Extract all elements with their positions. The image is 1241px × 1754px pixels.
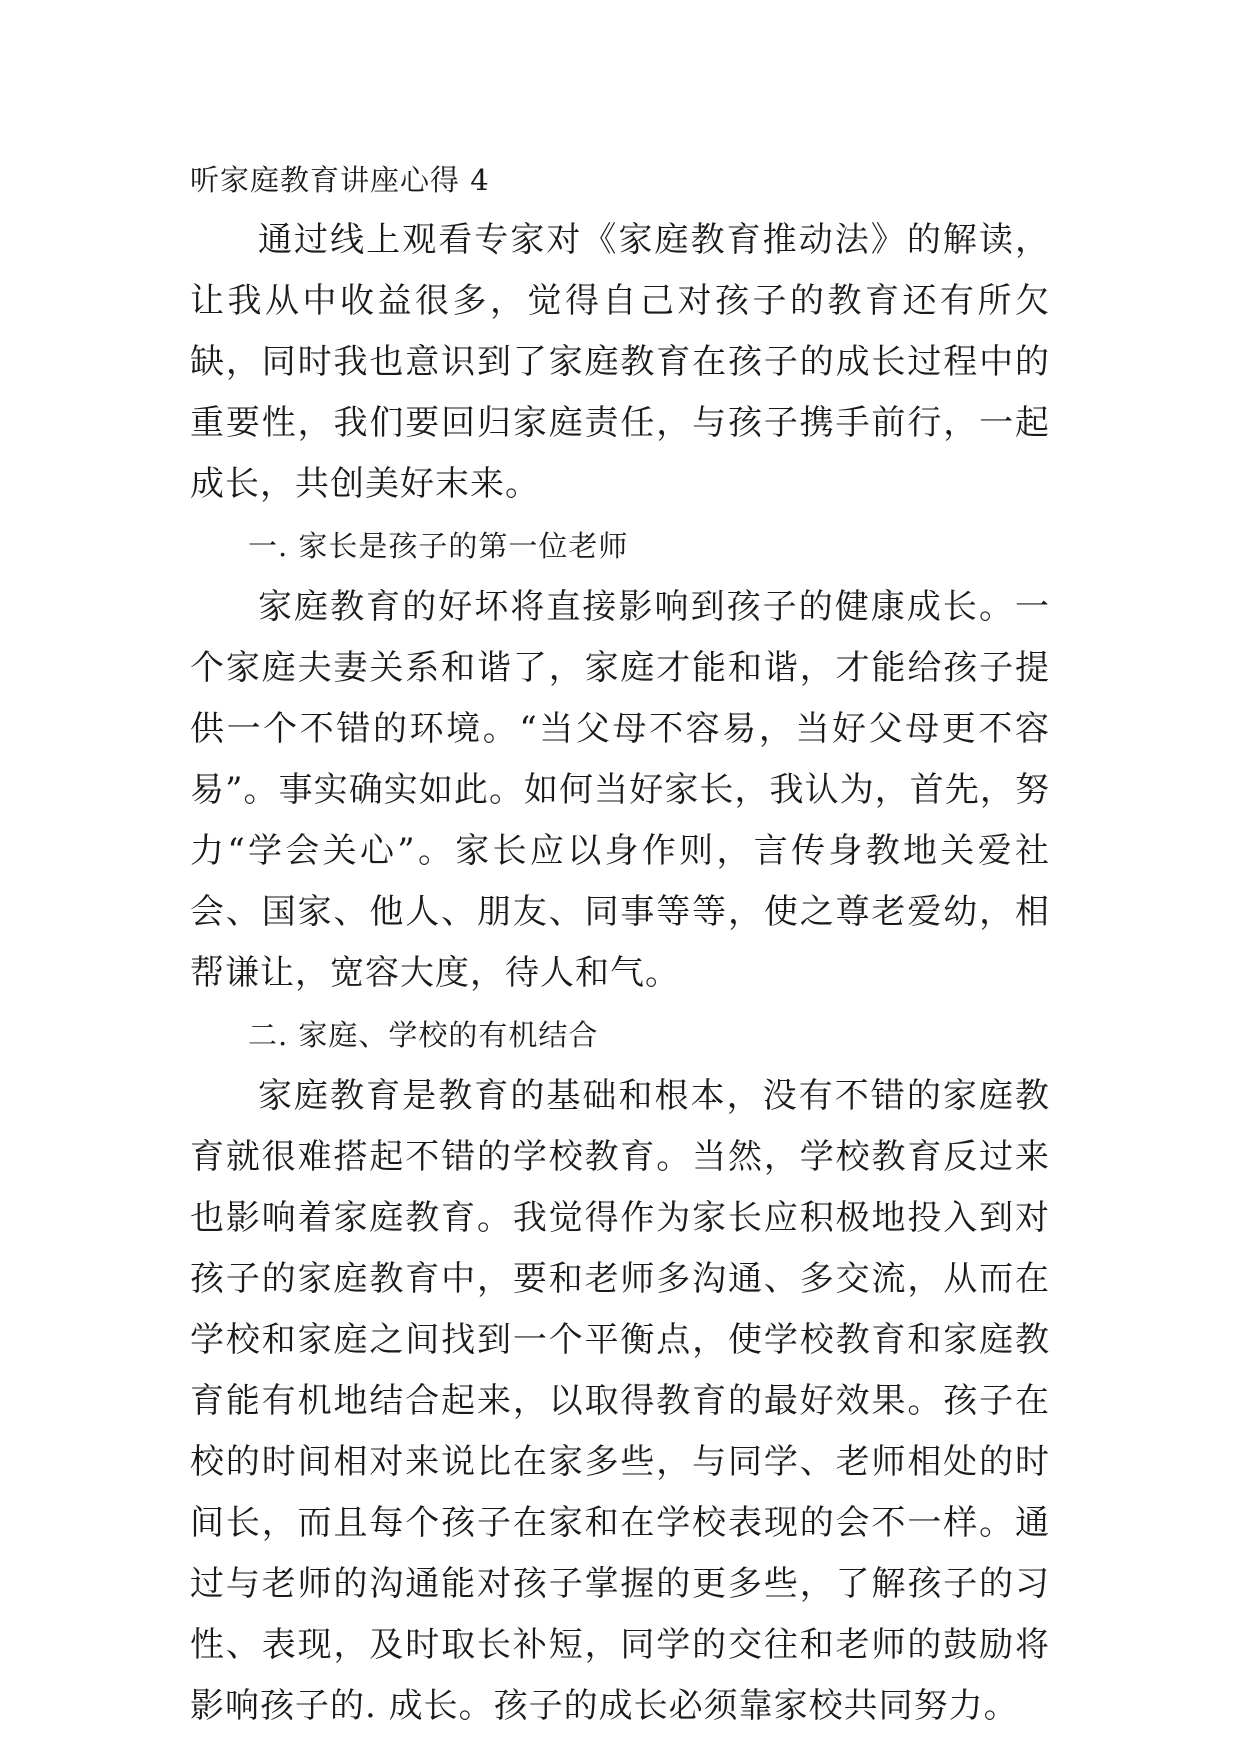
section-heading-1: 一. 家长是孩子的第一位老师 [248,529,629,563]
section-body-1: 家庭教育的好坏将直接影响到孩子的健康成长。一个家庭夫妻关系和谐了，家庭才能和谐，才能给孩子提供一个不错的环境。“当父母不容易，当好父母更不容易”。事实确实如此。如何当好家长，我认为，首先，努力“学会关心”。家长应以身作则，言传身教地关爱社会、国家、他人、朋友、同事等等，使之尊老爱幼，相帮谦让，宽容大度，待人和气。 [190,587,1050,993]
section-body-2: 家庭教育是教育的基础和根本，没有不错的家庭教育就很难搭起不错的学校教育。当然，学校教育反过来也影响着家庭教育。我觉得作为家长应积极地投入到对孩子的家庭教育中，要和老师多沟通、多交流，从而在学校和家庭之间找到一个平衡点，使学校教育和家庭教育能有机地结合起来，以取得教育的最好效果。孩子在校的时间相对来说比在家多些，与同学、老师相处的时间长，而且每个孩子在家和在学校表现的会不一样。通过与老师的沟通能对孩子掌握的更多些，了解孩子的习性、表现，及时取长补短，同学的交往和老师的鼓励将影响孩子的. 成长。孩子的成长必须靠家校共同努力。 [190,1076,1050,1726]
intro-paragraph: 通过线上观看专家对《家庭教育推动法》的解读，让我从中收益很多，觉得自己对孩子的教育还有所欠缺，同时我也意识到了家庭教育在孩子的成长过程中的重要性，我们要回归家庭责任，与孩子携手前行，一起成长，共创美好末来。 [190,220,1050,504]
document-title: 听家庭教育讲座心得 4 [190,163,490,197]
document-page [190,150,1050,1737]
section-heading-2: 二. 家庭、学校的有机结合 [248,1018,599,1052]
